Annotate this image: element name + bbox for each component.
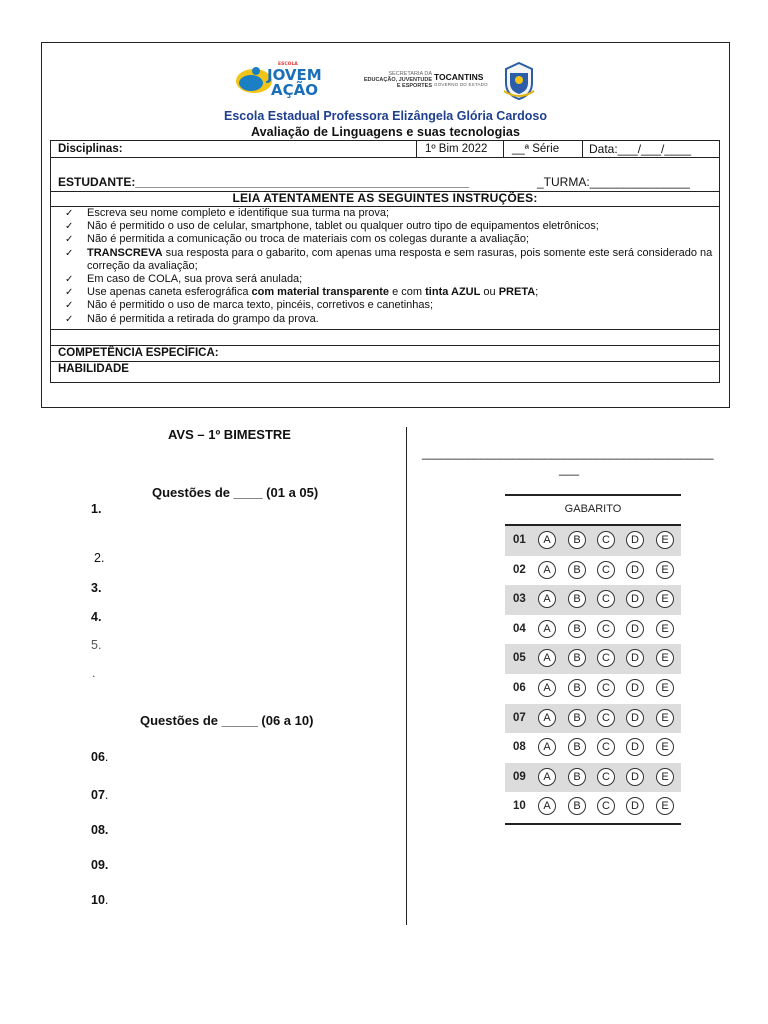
answer-bubble-b[interactable]: B [568,709,586,727]
question-4: 4. [91,610,102,624]
answer-bubble-a[interactable]: A [538,620,556,638]
question-7: 07. [91,788,109,802]
gabarito-row-number: 02 [513,563,526,576]
answer-bubble-d[interactable]: D [626,531,644,549]
question-5: 5. [91,638,102,652]
name-line[interactable]: _____________________________________________ [422,446,714,460]
secretaria-logo [348,71,432,89]
answer-bubble-a[interactable]: A [538,768,556,786]
answer-bubble-c[interactable]: C [597,561,615,579]
answer-bubble-e[interactable]: E [656,531,674,549]
checkmark-icon: ✓ [65,300,74,312]
answer-bubble-e[interactable]: E [656,620,674,638]
answer-bubble-b[interactable]: B [568,768,586,786]
checkmark-icon: ✓ [65,274,74,286]
habilidade-row [51,361,719,382]
answer-bubble-d[interactable]: D [626,620,644,638]
secretaria-line-3: E ESPORTES [396,83,432,89]
school-name: Escola Estadual Professora Elizângela Glória Cardoso [223,109,548,123]
tocantins-sub: GOVERNO DO ESTADO [434,82,488,87]
answer-bubble-e[interactable]: E [656,768,674,786]
assessment-title: Avaliação de Linguagens e suas tecnologias [250,125,521,139]
answer-bubble-e[interactable]: E [656,738,674,756]
disciplinas-label: Disciplinas: [58,143,123,155]
gabarito-row-number: 06 [513,682,526,694]
jovem-acao-logo [234,59,334,99]
gabarito-title: GABARITO [564,503,622,515]
competencia-label: COMPETÊNCIA ESPECÍFICA: [58,347,219,359]
answer-bubble-e[interactable]: E [656,561,674,579]
checkmark-icon: ✓ [65,287,74,299]
instruction-item: ✓ TRANSCREVA sua resposta para o gabarito, com apenas uma resposta e sem rasuras, pois somente este será considerado na correção da avaliação; [65,246,713,272]
gabarito-row [505,585,681,615]
gabarito-bottom-rule [505,823,681,825]
answer-bubble-e[interactable]: E [656,679,674,697]
answer-bubble-d[interactable]: D [626,679,644,697]
checkmark-icon: ✓ [65,247,74,259]
logo-jovem-main: JOVEM [267,66,322,84]
answer-bubble-c[interactable]: C [597,590,615,608]
answer-bubble-a[interactable]: A [538,649,556,667]
checkmark-icon: ✓ [65,313,74,325]
answer-bubble-a[interactable]: A [538,738,556,756]
answer-bubble-a[interactable]: A [538,590,556,608]
answer-bubble-b[interactable]: B [568,679,586,697]
answer-bubble-d[interactable]: D [626,561,644,579]
answer-bubble-a[interactable]: A [538,531,556,549]
gabarito-row-number: 07 [513,711,526,724]
answer-bubble-c[interactable]: C [597,709,615,727]
logo-bar [42,53,729,101]
answer-bubble-b[interactable]: B [568,620,586,638]
answer-bubble-d[interactable]: D [626,738,644,756]
answer-bubble-a[interactable]: A [538,797,556,815]
habilidade-label: HABILIDADE [58,363,129,375]
answer-bubble-e[interactable]: E [656,797,674,815]
question-3: 3. [91,581,102,595]
date-field[interactable]: Data:___/___/____ [582,141,720,157]
gabarito-row [505,556,681,586]
gabarito-row [505,733,681,763]
gabarito-row-number: 08 [513,741,526,754]
instruction-item: ✓ Não é permitida a comunicação ou troca de materiais com os colegas durante a avaliação; [65,233,530,246]
turma-field[interactable]: _TURMA:_______________ [537,175,690,189]
checkmark-icon: ✓ [65,221,74,233]
gabarito-row [505,526,681,556]
column-divider [406,427,407,925]
question-9: 09. [91,858,109,872]
answer-bubble-e[interactable]: E [656,709,674,727]
instruction-item: ✓ Use apenas caneta esferográfica com material transparente e com tinta AZUL ou PRETA; [65,286,539,299]
instruction-item: ✓ Não é permitido o uso de celular, smartphone, tablet ou qualquer outro tipo de equipamentos eletrônicos; [65,220,599,233]
state-seal-icon [502,61,536,101]
instruction-item: ✓ Não é permitido o uso de marca texto, pincéis, corretivos e canetinhas; [65,299,434,312]
gabarito-row [505,763,681,793]
answer-bubble-c[interactable]: C [597,649,615,667]
checkmark-icon: ✓ [65,234,74,246]
logo-jovem-sub: AÇÃO [271,81,318,99]
info-table [50,140,720,383]
instruction-item: ✓ Não é permitida a retirada do grampo da prova. [65,312,319,325]
answer-bubble-c[interactable]: C [597,531,615,549]
competencia-row [51,345,719,362]
answer-bubble-c[interactable]: C [597,797,615,815]
bimestre-cell: 1º Bim 2022 [416,141,503,157]
answer-bubble-d[interactable]: D [626,709,644,727]
logo-jovem-top: ESCOLA [278,62,298,67]
instructions-list [51,207,719,330]
answer-bubble-b[interactable]: B [568,590,586,608]
question-5-extra: . [92,666,96,680]
questions-range-1: Questões de ____ (01 a 05) [152,485,319,500]
answer-bubble-c[interactable]: C [597,620,615,638]
student-name-field[interactable]: ESTUDANTE:__________________________________________________ [58,175,470,189]
answer-bubble-d[interactable]: D [626,590,644,608]
answer-bubble-b[interactable]: B [568,797,586,815]
question-2: 2. [94,551,105,565]
answer-bubble-d[interactable]: D [626,797,644,815]
instruction-item: ✓ Escreva seu nome completo e identifique sua turma na prova; [65,207,390,219]
answer-bubble-b[interactable]: B [568,531,586,549]
answer-bubble-c[interactable]: C [597,768,615,786]
answer-bubble-d[interactable]: D [626,768,644,786]
gabarito-row-number: 09 [513,770,526,783]
gabarito-row-number: 01 [513,534,526,546]
student-row [51,157,719,192]
answer-bubble-e[interactable]: E [656,590,674,608]
answer-bubble-b[interactable]: B [568,649,586,667]
gabarito-row-number: 05 [513,652,526,665]
exam-header-box [41,42,730,408]
gabarito-row [505,644,681,674]
gabarito-row [505,674,681,704]
questions-range-2: Questões de _____ (06 a 10) [140,713,314,728]
name-line-continuation: ___ [559,462,580,476]
tocantins-logo [434,73,496,87]
answer-bubble-d[interactable]: D [626,649,644,667]
serie-cell[interactable]: __ª Série [503,141,582,157]
answer-bubble-c[interactable]: C [597,738,615,756]
instruction-item: ✓ Em caso de COLA, sua prova será anulada; [65,273,303,286]
question-8: 08. [91,823,109,837]
answer-bubble-c[interactable]: C [597,679,615,697]
answer-bubble-b[interactable]: B [568,561,586,579]
gabarito-row-number: 10 [513,800,526,813]
answer-bubble-a[interactable]: A [538,561,556,579]
gabarito-row [505,704,681,734]
gabarito-row [505,792,681,822]
gabarito-row-number: 04 [513,622,526,635]
question-1: 1. [91,502,102,516]
question-10: 10. [91,893,109,907]
secretaria-line-1: SECRETARIA DA [388,71,432,77]
answer-bubble-b[interactable]: B [568,738,586,756]
avs-title: AVS – 1º BIMESTRE [168,427,291,442]
checkmark-icon: ✓ [65,208,74,219]
gabarito-row [505,615,681,645]
question-6: 06. [91,750,109,764]
tocantins-name: TOCANTINS [434,72,484,82]
answer-bubble-a[interactable]: A [538,679,556,697]
answer-bubble-e[interactable]: E [656,649,674,667]
blank-row [51,329,719,346]
gabarito-row-number: 03 [513,593,526,606]
instructions-heading: LEIA ATENTAMENTE AS SEGUINTES INSTRUÇÕES: [51,191,719,207]
gabarito-top-rule [505,494,681,496]
secretaria-line-2: EDUCAÇÃO, JUVENTUDE [363,77,432,83]
answer-bubble-a[interactable]: A [538,709,556,727]
disciplinas-row [51,141,719,158]
